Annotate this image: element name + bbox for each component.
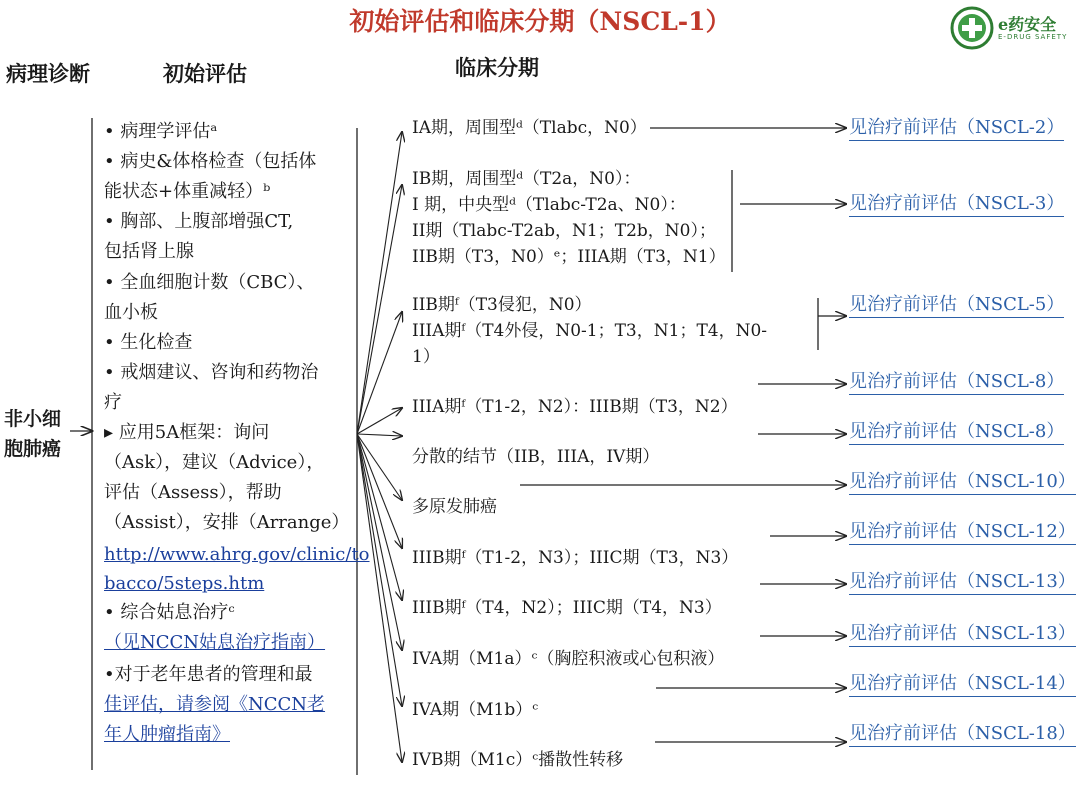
stage-arrow [357,434,402,436]
evaluation-line: • 胸部、上腹部增强CT, [104,211,294,232]
evaluation-line: 评估（Assess），帮助 [104,482,282,503]
evaluation-line: 能状态+体重减轻）ᵇ [104,181,271,202]
evaluation-line[interactable]: http://www.ahrg.gov/clinic/to [104,544,370,565]
stage-arrow [357,434,402,762]
evaluation-line[interactable]: （见NCCN姑息治疗指南） [104,632,326,653]
evaluation-line: • 生化检查 [104,332,193,353]
stage-line: IA期，周围型ᵈ（Tlabc，N0） [412,118,647,138]
ref-link[interactable]: 见治疗前评估（NSCL-13） [849,570,1076,595]
stage-line: IB期，周围型ᵈ（T2a，N0）： [412,169,641,189]
stage-arrow [357,434,402,706]
ref-link[interactable]: 见治疗前评估（NSCL-8） [849,420,1064,445]
evaluation-line[interactable]: 年人肿瘤指南》 [104,724,230,745]
stage-line: IIB期ᶠ（T3侵犯，N0） [412,295,592,315]
stage-arrow [357,434,402,600]
stage-arrows [357,132,402,762]
evaluation-line[interactable]: 佳评估，请参阅《NCCN老 [104,694,326,715]
page-title: 初始评估和临床分期（NSCL-1） [349,7,731,36]
ref-link[interactable]: 见治疗前评估（NSCL-8） [849,370,1064,395]
stage-arrow [357,132,402,434]
diagnosis-line1: 非小细 [4,408,62,430]
stage-arrow [357,312,402,434]
ref-link[interactable]: 见治疗前评估（NSCL-12） [849,520,1076,545]
ref-link[interactable]: 见治疗前评估（NSCL-18） [849,722,1076,747]
header-pathology: 病理诊断 [6,62,90,86]
evaluation-line: ▸ 应用5A框架：询问 [104,422,270,443]
evaluation-line: （Ask），建议（Advice）， [104,452,325,473]
evaluation-line: • 病理学评估ᵃ [104,121,218,142]
ref-link[interactable]: 见治疗前评估（NSCL-13） [849,622,1076,647]
stage-arrow [357,408,402,434]
stage-line: 多原发肺癌 [412,497,497,517]
logo-name: e药安全 [998,15,1057,34]
stage-line: IVA期（M1a）ᶜ（胸腔积液或心包积液） [412,649,725,669]
stage-line: 1） [412,347,440,367]
evaluation-line: • 戒烟建议、咨询和药物治 [104,362,319,383]
stage-line: IIIB期ᶠ（T4，N2）；IIIC期（T4，N3） [412,598,722,618]
stage-arrow [357,185,402,434]
header-staging: 临床分期 [455,56,539,80]
evaluation-line: • 病史&体格检查（包括体 [104,151,317,172]
stage-line: II期（Tlabc-T2ab，N1；T2b，N0）； [412,221,716,241]
stage-line: I 期，中央型ᵈ（Tlabc-T2a、N0）： [412,195,686,215]
stage-line: IIB期（T3，N0）ᵉ；IIIA期（T3，N1） [412,247,726,267]
evaluation-line: • 全血细胞计数（CBC）、 [104,272,315,293]
evaluation-line: •对于老年患者的管理和最 [104,664,313,685]
ref-link[interactable]: 见治疗前评估（NSCL-2） [849,116,1064,141]
header-initial: 初始评估 [163,62,247,86]
diagnosis-line2: 胞肺癌 [4,438,62,460]
stage-line: IIIA期ᶠ（T4外侵，N0-1；T3，N1；T4，N0- [412,321,768,341]
stage-line: IVB期（M1c）ᶜ播散性转移 [412,750,624,770]
ref-link[interactable]: 见治疗前评估（NSCL-10） [849,470,1076,495]
stage-line: IIIA期ᶠ（T1-2，N2）：IIIB期（T3，N2） [412,397,738,417]
evaluation-line: （Assist），安排（Arrange） [104,512,350,533]
evaluation-line: 疗 [104,392,122,413]
evaluation-line: 血小板 [104,302,158,323]
ref-link[interactable]: 见治疗前评估（NSCL-3） [849,192,1064,217]
ref-link[interactable]: 见治疗前评估（NSCL-14） [849,672,1076,697]
stage-line: IIIB期ᶠ（T1-2，N3）；IIIC期（T3，N3） [412,548,739,568]
evaluation-line[interactable]: bacco/5steps.htm [104,573,265,594]
logo-subtitle: E-DRUG SAFETY [998,33,1068,41]
evaluation-line: • 综合姑息治疗ᶜ [104,602,235,623]
stage-line: IVA期（M1b）ᶜ [412,700,539,720]
evaluation-line: 包括肾上腺 [104,241,194,262]
stage-line: 分散的结节（IIB，IIIA，IV期） [412,447,660,467]
ref-link[interactable]: 见治疗前评估（NSCL-5） [849,293,1064,318]
